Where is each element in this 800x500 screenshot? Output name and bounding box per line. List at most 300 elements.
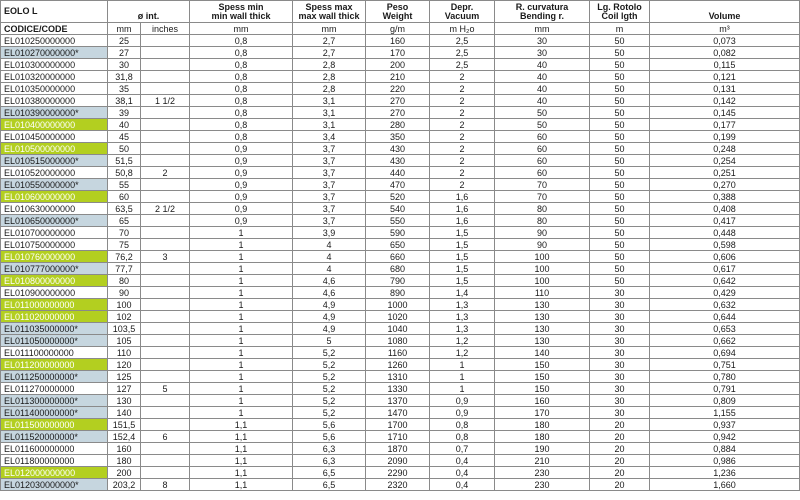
cell-inches — [141, 311, 190, 323]
cell-min: 1 — [190, 299, 293, 311]
cell-code: EL010300000000 — [1, 59, 108, 71]
cell-code: EL010320000000 — [1, 71, 108, 83]
cell-code: EL010760000000 — [1, 251, 108, 263]
table-row — [1, 407, 800, 419]
cell-vacuum: 0,4 — [430, 479, 495, 491]
cell-coil: 50 — [590, 35, 650, 47]
cell-bending: 190 — [495, 443, 590, 455]
header-min-thick-text: Spess min min wall thick — [211, 2, 271, 21]
cell-mm: 140 — [108, 407, 141, 419]
table-row — [1, 275, 800, 287]
cell-mm: 203,2 — [108, 479, 141, 491]
cell-inches: 1 1/2 — [141, 95, 190, 107]
cell-bending: 170 — [495, 407, 590, 419]
cell-vacuum: 0,9 — [430, 407, 495, 419]
cell-coil: 50 — [590, 119, 650, 131]
unit-bending: mm — [495, 23, 590, 35]
cell-code: EL011035000000* — [1, 323, 108, 335]
cell-volume: 0,884 — [650, 443, 800, 455]
table-row — [1, 263, 800, 275]
cell-inches — [141, 143, 190, 155]
cell-inches: 2 — [141, 167, 190, 179]
cell-inches — [141, 47, 190, 59]
unit-weight: g/m — [366, 23, 430, 35]
table-row — [1, 323, 800, 335]
cell-weight: 1160 — [366, 347, 430, 359]
cell-min: 1,1 — [190, 455, 293, 467]
cell-bending: 90 — [495, 239, 590, 251]
cell-vacuum: 2 — [430, 95, 495, 107]
cell-volume: 0,408 — [650, 203, 800, 215]
header-vacuum — [430, 1, 495, 23]
cell-bending: 80 — [495, 215, 590, 227]
cell-coil: 30 — [590, 347, 650, 359]
cell-code: EL010800000000 — [1, 275, 108, 287]
cell-vacuum: 2 — [430, 155, 495, 167]
cell-code: EL012030000000* — [1, 479, 108, 491]
cell-inches — [141, 83, 190, 95]
cell-code: EL010515000000* — [1, 155, 108, 167]
table-body — [1, 35, 800, 491]
cell-inches — [141, 119, 190, 131]
cell-weight: 1370 — [366, 395, 430, 407]
cell-coil: 30 — [590, 371, 650, 383]
cell-code: EL010450000000 — [1, 131, 108, 143]
cell-min: 1 — [190, 383, 293, 395]
cell-min: 1 — [190, 323, 293, 335]
cell-max: 3,1 — [293, 95, 366, 107]
cell-coil: 50 — [590, 275, 650, 287]
cell-bending: 30 — [495, 35, 590, 47]
cell-min: 1 — [190, 371, 293, 383]
cell-mm: 103,5 — [108, 323, 141, 335]
cell-bending: 100 — [495, 275, 590, 287]
cell-min: 1,1 — [190, 443, 293, 455]
cell-vacuum: 1,6 — [430, 203, 495, 215]
cell-code: EL011100000000 — [1, 347, 108, 359]
cell-min: 0,8 — [190, 119, 293, 131]
table-row — [1, 251, 800, 263]
cell-volume: 0,751 — [650, 359, 800, 371]
table-row — [1, 83, 800, 95]
cell-bending: 210 — [495, 455, 590, 467]
cell-min: 0,9 — [190, 215, 293, 227]
cell-volume: 0,780 — [650, 371, 800, 383]
cell-bending: 230 — [495, 467, 590, 479]
cell-vacuum: 2 — [430, 131, 495, 143]
cell-code: EL011250000000* — [1, 371, 108, 383]
unit-max: mm — [293, 23, 366, 35]
cell-min: 1 — [190, 347, 293, 359]
table-row — [1, 419, 800, 431]
cell-vacuum: 0,9 — [430, 395, 495, 407]
cell-inches — [141, 35, 190, 47]
cell-vacuum: 2 — [430, 179, 495, 191]
cell-inches — [141, 419, 190, 431]
table-row — [1, 167, 800, 179]
cell-weight: 650 — [366, 239, 430, 251]
cell-volume: 0,131 — [650, 83, 800, 95]
table-row — [1, 371, 800, 383]
cell-bending: 60 — [495, 155, 590, 167]
cell-max: 4,9 — [293, 299, 366, 311]
cell-max: 3,7 — [293, 203, 366, 215]
cell-coil: 20 — [590, 467, 650, 479]
header-max-thick — [293, 1, 366, 23]
cell-coil: 20 — [590, 443, 650, 455]
cell-mm: 50 — [108, 143, 141, 155]
header-bending — [495, 1, 590, 23]
cell-volume: 0,662 — [650, 335, 800, 347]
cell-coil: 30 — [590, 383, 650, 395]
table-row — [1, 227, 800, 239]
cell-code: EL010630000000 — [1, 203, 108, 215]
cell-volume: 0,606 — [650, 251, 800, 263]
cell-weight: 1470 — [366, 407, 430, 419]
cell-vacuum: 1,6 — [430, 215, 495, 227]
cell-code: EL010400000000 — [1, 119, 108, 131]
cell-inches: 3 — [141, 251, 190, 263]
cell-min: 1 — [190, 311, 293, 323]
cell-mm: 90 — [108, 287, 141, 299]
table-row — [1, 35, 800, 47]
cell-vacuum: 2,5 — [430, 47, 495, 59]
cell-bending: 150 — [495, 371, 590, 383]
cell-code: EL010900000000 — [1, 287, 108, 299]
table-row — [1, 59, 800, 71]
cell-inches — [141, 107, 190, 119]
cell-weight: 590 — [366, 227, 430, 239]
cell-coil: 50 — [590, 179, 650, 191]
cell-inches — [141, 359, 190, 371]
cell-min: 1 — [190, 395, 293, 407]
cell-coil: 20 — [590, 419, 650, 431]
cell-bending: 150 — [495, 359, 590, 371]
cell-max: 3,7 — [293, 155, 366, 167]
cell-weight: 1260 — [366, 359, 430, 371]
cell-inches — [141, 299, 190, 311]
cell-max: 6,5 — [293, 479, 366, 491]
cell-code: EL011020000000 — [1, 311, 108, 323]
cell-volume: 1,660 — [650, 479, 800, 491]
cell-min: 0,8 — [190, 83, 293, 95]
table-row — [1, 443, 800, 455]
units-row — [1, 23, 800, 35]
unit-coil: m — [590, 23, 650, 35]
cell-bending: 40 — [495, 83, 590, 95]
cell-code: EL011000000000 — [1, 299, 108, 311]
cell-mm: 39 — [108, 107, 141, 119]
table-row — [1, 95, 800, 107]
cell-code: EL011270000000 — [1, 383, 108, 395]
cell-min: 1 — [190, 335, 293, 347]
cell-volume: 0,199 — [650, 131, 800, 143]
cell-inches — [141, 467, 190, 479]
cell-inches — [141, 191, 190, 203]
cell-vacuum: 0,8 — [430, 419, 495, 431]
cell-code: EL010550000000* — [1, 179, 108, 191]
cell-inches — [141, 347, 190, 359]
cell-bending: 40 — [495, 71, 590, 83]
cell-coil: 50 — [590, 251, 650, 263]
cell-bending: 150 — [495, 383, 590, 395]
cell-min: 1 — [190, 227, 293, 239]
cell-mm: 40 — [108, 119, 141, 131]
cell-weight: 1310 — [366, 371, 430, 383]
cell-volume: 0,809 — [650, 395, 800, 407]
cell-max: 4 — [293, 263, 366, 275]
cell-vacuum: 0,4 — [430, 455, 495, 467]
table-row — [1, 191, 800, 203]
header-volume: Volume — [650, 1, 800, 23]
cell-vacuum: 1 — [430, 383, 495, 395]
cell-max: 5,2 — [293, 407, 366, 419]
cell-bending: 100 — [495, 263, 590, 275]
cell-inches — [141, 443, 190, 455]
cell-weight: 210 — [366, 71, 430, 83]
unit-mm: mm — [108, 23, 141, 35]
cell-coil: 50 — [590, 227, 650, 239]
cell-code: EL011300000000* — [1, 395, 108, 407]
cell-volume: 0,142 — [650, 95, 800, 107]
cell-min: 0,9 — [190, 167, 293, 179]
cell-bending: 60 — [495, 131, 590, 143]
cell-inches — [141, 275, 190, 287]
cell-bending: 100 — [495, 251, 590, 263]
table-row — [1, 479, 800, 491]
cell-max: 4,9 — [293, 311, 366, 323]
cell-inches — [141, 71, 190, 83]
cell-mm: 65 — [108, 215, 141, 227]
cell-volume: 0,598 — [650, 239, 800, 251]
cell-bending: 50 — [495, 107, 590, 119]
cell-vacuum: 1,5 — [430, 263, 495, 275]
cell-bending: 90 — [495, 227, 590, 239]
cell-weight: 280 — [366, 119, 430, 131]
cell-bending: 30 — [495, 47, 590, 59]
cell-bending: 180 — [495, 431, 590, 443]
cell-weight: 2320 — [366, 479, 430, 491]
cell-vacuum: 1 — [430, 359, 495, 371]
cell-mm: 80 — [108, 275, 141, 287]
cell-volume: 0,073 — [650, 35, 800, 47]
cell-max: 6,5 — [293, 467, 366, 479]
header-min-thick — [190, 1, 293, 23]
cell-inches — [141, 263, 190, 275]
cell-vacuum: 2 — [430, 83, 495, 95]
table-row — [1, 179, 800, 191]
cell-coil: 50 — [590, 71, 650, 83]
header-row — [1, 1, 800, 23]
header-coil-text: Lg. Rotolo Coil lgth — [597, 2, 642, 21]
cell-volume: 0,986 — [650, 455, 800, 467]
cell-max: 4 — [293, 239, 366, 251]
cell-code: EL011600000000 — [1, 443, 108, 455]
cell-coil: 30 — [590, 395, 650, 407]
cell-weight: 1700 — [366, 419, 430, 431]
cell-vacuum: 1,5 — [430, 251, 495, 263]
cell-weight: 660 — [366, 251, 430, 263]
cell-vacuum: 2,5 — [430, 59, 495, 71]
cell-weight: 430 — [366, 155, 430, 167]
cell-inches — [141, 395, 190, 407]
cell-volume: 0,177 — [650, 119, 800, 131]
cell-bending: 160 — [495, 395, 590, 407]
cell-coil: 30 — [590, 323, 650, 335]
cell-code: EL011520000000* — [1, 431, 108, 443]
cell-max: 5,6 — [293, 419, 366, 431]
table-row — [1, 431, 800, 443]
cell-coil: 50 — [590, 131, 650, 143]
cell-min: 0,9 — [190, 191, 293, 203]
cell-code: EL011200000000 — [1, 359, 108, 371]
cell-vacuum: 2 — [430, 143, 495, 155]
cell-weight: 470 — [366, 179, 430, 191]
cell-volume: 0,417 — [650, 215, 800, 227]
cell-vacuum: 1 — [430, 371, 495, 383]
cell-min: 0,9 — [190, 155, 293, 167]
cell-weight: 550 — [366, 215, 430, 227]
cell-mm: 31,8 — [108, 71, 141, 83]
cell-inches — [141, 323, 190, 335]
table-row — [1, 347, 800, 359]
cell-max: 3,1 — [293, 119, 366, 131]
cell-coil: 30 — [590, 311, 650, 323]
cell-volume: 0,429 — [650, 287, 800, 299]
cell-inches: 6 — [141, 431, 190, 443]
cell-min: 1,1 — [190, 467, 293, 479]
header-coil — [590, 1, 650, 23]
cell-inches: 8 — [141, 479, 190, 491]
header-bending-text: R. curvatura Bending r. — [515, 2, 569, 21]
cell-code: EL010500000000 — [1, 143, 108, 155]
cell-coil: 50 — [590, 155, 650, 167]
cell-weight: 200 — [366, 59, 430, 71]
cell-weight: 270 — [366, 107, 430, 119]
cell-mm: 180 — [108, 455, 141, 467]
cell-inches: 2 1/2 — [141, 203, 190, 215]
cell-code: EL010250000000 — [1, 35, 108, 47]
cell-volume: 0,694 — [650, 347, 800, 359]
cell-max: 3,7 — [293, 215, 366, 227]
cell-bending: 70 — [495, 179, 590, 191]
cell-coil: 30 — [590, 335, 650, 347]
cell-min: 1 — [190, 263, 293, 275]
header-weight-text: Peso Weight — [382, 2, 413, 21]
cell-bending: 80 — [495, 203, 590, 215]
cell-volume: 0,270 — [650, 179, 800, 191]
cell-weight: 520 — [366, 191, 430, 203]
cell-volume: 0,251 — [650, 167, 800, 179]
cell-mm: 30 — [108, 59, 141, 71]
cell-min: 0,9 — [190, 179, 293, 191]
table-row — [1, 107, 800, 119]
cell-inches: 5 — [141, 383, 190, 395]
cell-volume: 0,145 — [650, 107, 800, 119]
table-row — [1, 299, 800, 311]
cell-mm: 63,5 — [108, 203, 141, 215]
cell-max: 3,7 — [293, 167, 366, 179]
cell-mm: 55 — [108, 179, 141, 191]
cell-coil: 20 — [590, 455, 650, 467]
cell-min: 0,8 — [190, 35, 293, 47]
cell-inches — [141, 287, 190, 299]
cell-code: EL010390000000* — [1, 107, 108, 119]
cell-inches — [141, 335, 190, 347]
cell-volume: 0,653 — [650, 323, 800, 335]
cell-max: 3,7 — [293, 191, 366, 203]
cell-mm: 151,5 — [108, 419, 141, 431]
cell-volume: 0,448 — [650, 227, 800, 239]
cell-vacuum: 2 — [430, 167, 495, 179]
cell-vacuum: 1,5 — [430, 227, 495, 239]
table-row — [1, 395, 800, 407]
header-weight — [366, 1, 430, 23]
cell-code: EL012000000000 — [1, 467, 108, 479]
cell-mm: 27 — [108, 47, 141, 59]
table-row — [1, 239, 800, 251]
cell-volume: 0,082 — [650, 47, 800, 59]
cell-coil: 20 — [590, 431, 650, 443]
cell-code: EL011500000000 — [1, 419, 108, 431]
cell-inches — [141, 155, 190, 167]
cell-coil: 50 — [590, 95, 650, 107]
cell-bending: 130 — [495, 311, 590, 323]
cell-inches — [141, 407, 190, 419]
cell-weight: 1330 — [366, 383, 430, 395]
cell-weight: 890 — [366, 287, 430, 299]
cell-bending: 130 — [495, 323, 590, 335]
cell-weight: 440 — [366, 167, 430, 179]
cell-coil: 50 — [590, 263, 650, 275]
cell-max: 5,6 — [293, 431, 366, 443]
cell-weight: 430 — [366, 143, 430, 155]
header-vacuum-text: Depr. Vacuum — [444, 2, 480, 21]
cell-mm: 35 — [108, 83, 141, 95]
cell-min: 0,8 — [190, 47, 293, 59]
cell-inches — [141, 179, 190, 191]
cell-max: 3,4 — [293, 131, 366, 143]
cell-min: 0,9 — [190, 203, 293, 215]
table-row — [1, 119, 800, 131]
cell-min: 1,1 — [190, 479, 293, 491]
cell-inches — [141, 59, 190, 71]
cell-inches — [141, 455, 190, 467]
cell-weight: 170 — [366, 47, 430, 59]
cell-max: 2,8 — [293, 71, 366, 83]
cell-vacuum: 1,6 — [430, 191, 495, 203]
table-row — [1, 383, 800, 395]
cell-vacuum: 2 — [430, 119, 495, 131]
cell-inches — [141, 239, 190, 251]
cell-max: 5,2 — [293, 383, 366, 395]
cell-min: 1 — [190, 275, 293, 287]
cell-mm: 110 — [108, 347, 141, 359]
table-row — [1, 467, 800, 479]
cell-vacuum: 2 — [430, 107, 495, 119]
cell-mm: 100 — [108, 299, 141, 311]
cell-bending: 130 — [495, 299, 590, 311]
cell-min: 1 — [190, 359, 293, 371]
cell-bending: 50 — [495, 119, 590, 131]
cell-max: 4,9 — [293, 323, 366, 335]
cell-max: 5,2 — [293, 371, 366, 383]
cell-max: 5 — [293, 335, 366, 347]
cell-weight: 2290 — [366, 467, 430, 479]
cell-weight: 790 — [366, 275, 430, 287]
cell-volume: 0,632 — [650, 299, 800, 311]
cell-bending: 70 — [495, 191, 590, 203]
